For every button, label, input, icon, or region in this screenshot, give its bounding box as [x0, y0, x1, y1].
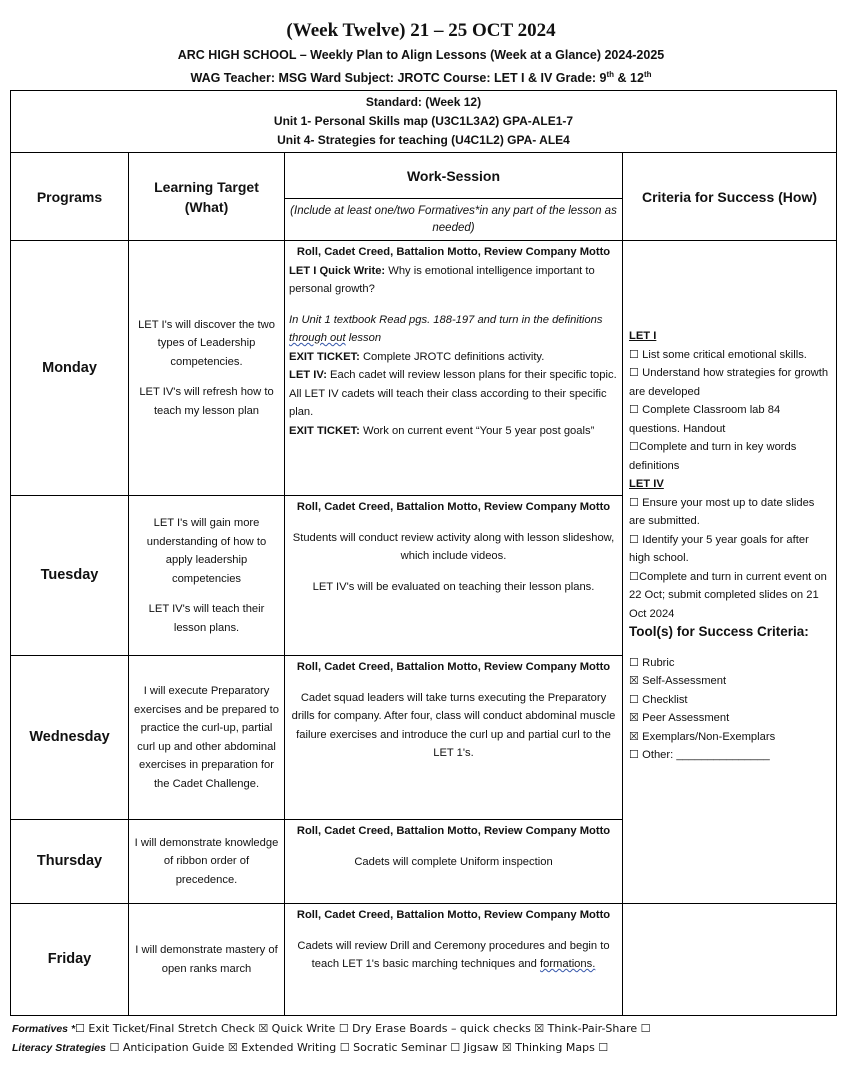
- literacy-line: [12, 1041, 608, 1054]
- criteria-let1-heading: LET I: [629, 330, 657, 342]
- tuesday-target: [129, 496, 285, 656]
- learning-target-header: Learning Target (What): [129, 153, 285, 241]
- tuesday-activity: Students will conduct review activity along with lesson slideshow, which include videos.: [292, 531, 615, 562]
- reading-text-flagged: through out: [289, 332, 346, 344]
- literacy-options: ☐ Anticipation Guide ☒ Extended Writing ☐ Socratic Seminar ☐ Jigsaw ☒ Thinking Maps ☐: [105, 1041, 609, 1054]
- criteria-let1-item: ☐ Understand how strategies for growth are developed: [629, 367, 829, 398]
- friday-work-session: [285, 904, 623, 1016]
- thursday-roll: Roll, Cadet Creed, Battalion Motto, Review Company Motto: [296, 825, 611, 837]
- criteria-let4-item: ☐Complete and turn in current event on 22 Oct; submit completed slides on 21 Oct 2024: [629, 570, 827, 620]
- monday-quick-write: [289, 262, 618, 299]
- standard-week: Standard: (Week 12): [365, 95, 482, 109]
- tuesday-evaluation: LET IV's will be evaluated on teaching their lesson plans.: [312, 580, 595, 593]
- friday-activity: [289, 937, 618, 974]
- friday-label: Friday: [11, 904, 129, 1016]
- monday-roll: Roll, Cadet Creed, Battalion Motto, Review Company Motto: [296, 246, 611, 258]
- criteria-let1-item: ☐Complete and turn in key words definitions: [629, 441, 797, 472]
- friday-row: [11, 904, 837, 1016]
- criteria-let4-item: ☐ Ensure your most up to date slides are submitted.: [629, 496, 815, 527]
- tool-item: ☐ Rubric: [629, 656, 675, 669]
- monday-target: [129, 241, 285, 496]
- work-session-note: (Include at least one/two Formatives*in any part of the lesson as needed): [285, 199, 623, 241]
- quick-write-label: LET I Quick Write:: [289, 264, 386, 277]
- tuesday-target-let4: LET IV's will teach their lesson plans.: [148, 603, 265, 634]
- standard-unit1: Unit 1- Personal Skills map (U3C1L3A2) GPA-ALE1-7: [273, 114, 574, 128]
- formatives-options: ☐ Exit Ticket/Final Stretch Check ☒ Quick Write ☐ Dry Erase Boards – quick checks ☒ Think-Pair-Share ☐: [75, 1022, 651, 1035]
- reading-text-end: lesson: [345, 332, 382, 344]
- monday-work-session: [285, 241, 623, 496]
- teacher-line: [0, 70, 842, 85]
- exit-ticket-label: EXIT TICKET:: [289, 424, 360, 437]
- monday-row: [11, 241, 837, 496]
- teacher-line-grade: & 12: [614, 71, 644, 86]
- criteria-let4-heading: LET IV: [629, 478, 664, 490]
- friday-activity-text: Cadets will review Drill and Ceremony procedures and begin to teach LET 1's basic marching techniques and: [297, 939, 610, 970]
- friday-activity-end: formations.: [539, 958, 596, 970]
- monday-reading: [289, 311, 618, 348]
- plan-subtitle: ARC HIGH SCHOOL – Weekly Plan to Align Lessons (Week at a Glance) 2024-2025: [177, 48, 665, 62]
- tuesday-work-session: [285, 496, 623, 656]
- wednesday-label: Wednesday: [11, 656, 129, 820]
- exit-ticket-text: Work on current event “Your 5 year post goals”: [359, 424, 595, 437]
- standard-row: [11, 91, 837, 153]
- standard-cell: [11, 91, 837, 153]
- monday-exit-ticket-1: [289, 348, 618, 367]
- teacher-line-text: WAG Teacher: MSG Ward Subject: JROTC Course: LET I & IV Grade: 9: [190, 71, 607, 86]
- tuesday-label: Tuesday: [11, 496, 129, 656]
- criteria-column: [623, 241, 837, 904]
- monday-label: Monday: [11, 241, 129, 496]
- quick-write-text: Why is emotional intelligence important to personal growth?: [289, 264, 595, 295]
- tool-item: ☒ Peer Assessment: [629, 712, 730, 724]
- column-header-row: [11, 153, 837, 199]
- grade-suffix-1: th: [606, 70, 615, 79]
- formatives-label: Formatives *: [12, 1023, 76, 1035]
- friday-target: I will demonstrate mastery of open ranks march: [129, 904, 285, 1016]
- plan-title: (Week Twelve) 21 – 25 OCT 2024: [286, 20, 556, 41]
- exit-ticket-text: Complete JROTC definitions activity.: [359, 350, 545, 363]
- thursday-activity: Cadets will complete Uniform inspection: [354, 855, 553, 868]
- exit-ticket-label: EXIT TICKET:: [289, 350, 360, 363]
- reading-text: In Unit 1 textbook Read pgs. 188-197 and turn in the definitions: [289, 313, 603, 326]
- tool-item: ☒ Self-Assessment: [629, 675, 727, 687]
- wednesday-roll: Roll, Cadet Creed, Battalion Motto, Review Company Motto: [296, 661, 611, 673]
- let4-label: LET IV:: [289, 369, 327, 381]
- thursday-target: I will demonstrate knowledge of ribbon order of precedence.: [129, 820, 285, 904]
- tuesday-target-let1: LET I's will gain more understanding of how to apply leadership competencies: [146, 517, 267, 585]
- programs-header: Programs: [11, 153, 129, 241]
- thursday-work-session: [285, 820, 623, 904]
- criteria-let1-item: ☐ Complete Classroom lab 84 questions. Handout: [629, 404, 781, 435]
- wednesday-work-session: [285, 656, 623, 820]
- work-session-header: Work-Session: [285, 153, 623, 199]
- wednesday-activity: Cadet squad leaders will take turns executing the Preparatory drills for company. After four, class will conduct abdominal muscle failure exercises and introduce the curl up and partial curl to the LET 1's.: [291, 691, 616, 759]
- tool-item: ☐ Other: _______________: [629, 749, 770, 761]
- thursday-label: Thursday: [11, 820, 129, 904]
- tool-item: ☒ Exemplars/Non-Exemplars: [629, 730, 776, 743]
- monday-target-let1: LET I's will discover the two types of Leadership competencies.: [138, 318, 275, 368]
- monday-target-let4: LET IV's will refresh how to teach my lesson plan: [139, 386, 274, 417]
- criteria-header: Criteria for Success (How): [623, 153, 837, 241]
- standard-unit4: Unit 4- Strategies for teaching (U4C1L2) GPA- ALE4: [277, 133, 570, 147]
- literacy-label: Literacy Strategies: [12, 1042, 106, 1054]
- formatives-line: [12, 1022, 651, 1035]
- weekly-plan-table: [10, 90, 837, 1016]
- friday-criteria-empty: [623, 904, 837, 1016]
- criteria-let1-item: ☐ List some critical emotional skills.: [629, 348, 807, 361]
- monday-exit-ticket-2: [289, 422, 618, 441]
- tool-item: ☐ Checklist: [629, 693, 688, 706]
- grade-suffix-2: th: [643, 70, 652, 79]
- criteria-let4-item: ☐ Identify your 5 year goals for after high school.: [629, 533, 809, 564]
- wednesday-target: I will execute Preparatory exercises and be prepared to practice the curl-up, partial curl up and other abdominal exercises in preparation for the Cadet Challenge.: [129, 656, 285, 820]
- friday-roll: Roll, Cadet Creed, Battalion Motto, Review Company Motto: [296, 909, 611, 921]
- tools-title: Tool(s) for Success Criteria:: [629, 624, 809, 639]
- monday-let4: [289, 366, 618, 422]
- tuesday-roll: Roll, Cadet Creed, Battalion Motto, Review Company Motto: [296, 501, 611, 513]
- let4-text: Each cadet will review lesson plans for their specific topic. All LET IV cadets will teach their class according to their specific plan.: [289, 369, 617, 418]
